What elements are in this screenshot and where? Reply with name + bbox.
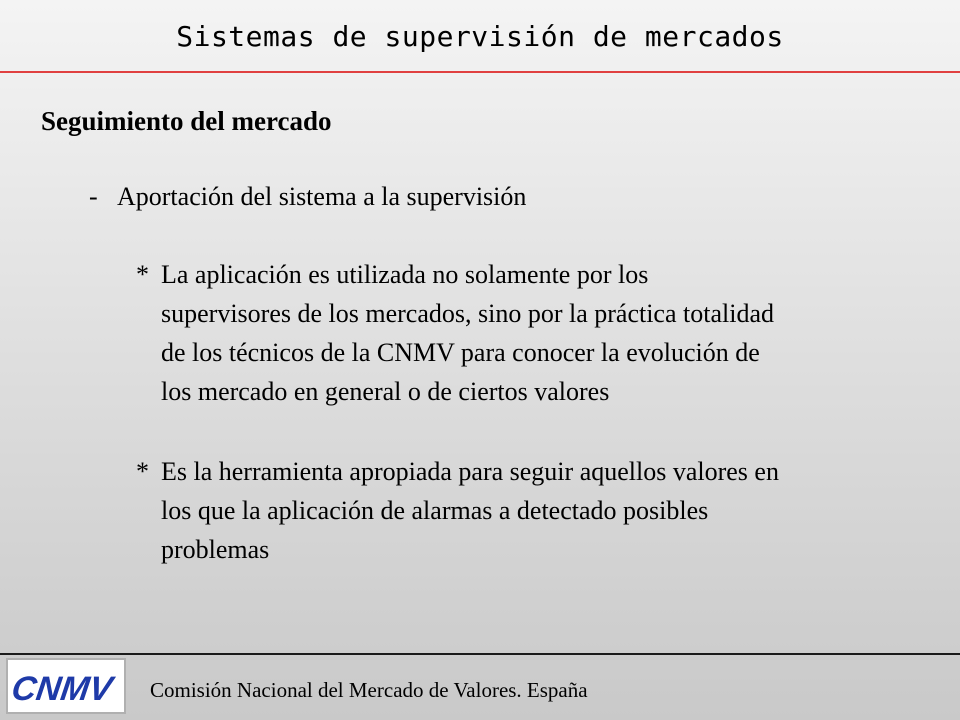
bullet-line: supervisores de los mercados, sino por la práctica totalidad <box>161 299 774 328</box>
section-heading: Seguimiento del mercado <box>41 106 332 136</box>
bullet-line: La aplicación es utilizada no solamente por los <box>161 260 649 289</box>
bullet-text <box>161 452 779 569</box>
bullet-line: Es la herramienta apropiada para seguir aquellos valores en <box>161 457 779 486</box>
sub-item-text: Aportación del sistema a la supervisión <box>117 182 527 211</box>
bullet-line: los mercado en general o de ciertos valores <box>161 377 610 406</box>
footer-text: Comisión Nacional del Mercado de Valores. España <box>150 678 588 702</box>
bullet-line: los que la aplicación de alarmas a detectado posibles <box>161 496 709 525</box>
cnmv-logo-mark <box>8 660 124 712</box>
bullet-line: problemas <box>161 535 270 564</box>
bullet-text <box>161 255 774 411</box>
title-divider <box>0 71 960 73</box>
cnmv-logo <box>6 658 126 714</box>
footer-divider <box>0 653 960 655</box>
dash-marker: - <box>89 182 98 211</box>
slide-title: Sistemas de supervisión de mercados <box>176 20 784 53</box>
sub-item <box>89 182 526 212</box>
bullet-marker: * <box>136 260 149 289</box>
bullet-marker: * <box>136 457 149 486</box>
logo-text: CNMV <box>9 670 115 708</box>
bullet-line: de los técnicos de la CNMV para conocer la evolución de <box>161 338 760 367</box>
